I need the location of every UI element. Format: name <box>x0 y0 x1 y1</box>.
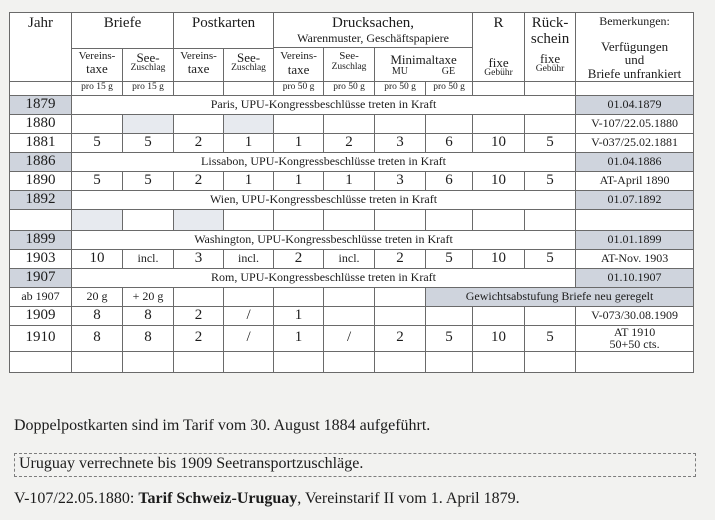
empty-cell <box>576 351 694 372</box>
empty-cell <box>10 351 72 372</box>
value-cell: incl. <box>324 249 375 268</box>
value-cell: 10 <box>473 325 525 351</box>
footer-line-2-box <box>14 453 696 477</box>
footer-line-3-prefix: V-107/22.05.1880: <box>14 490 139 507</box>
label: See- <box>339 50 359 62</box>
value-cell: 2 <box>375 325 426 351</box>
druck-vereinstaxe <box>274 48 324 82</box>
value-cell: 5 <box>525 325 576 351</box>
label: Vereins- <box>280 50 317 62</box>
empty-cell <box>174 351 224 372</box>
value-cell: 1 <box>274 133 324 152</box>
value-cell <box>274 287 324 306</box>
value-cell <box>525 114 576 133</box>
header-rueck-2: schein <box>530 30 570 47</box>
empty-cell <box>224 209 274 230</box>
value-cell <box>426 114 473 133</box>
table-row <box>10 190 694 209</box>
value-cell <box>174 114 224 133</box>
label: Vereins- <box>180 49 217 62</box>
empty-cell <box>174 209 224 230</box>
value-cell: 3 <box>375 133 426 152</box>
value-cell <box>473 114 525 133</box>
value-cell: 2 <box>174 171 224 190</box>
note-cell: 01.01.1899 <box>576 230 694 249</box>
value-cell <box>426 306 473 325</box>
pro-spacer <box>576 81 694 95</box>
pro-label: pro 15 g <box>123 81 174 95</box>
briefe-see <box>123 48 174 81</box>
footer-line-1: Doppelpostkarten sind im Tarif vom 30. August 1884 aufgeführt. <box>14 417 431 434</box>
label: See- <box>236 49 261 65</box>
header-r <box>473 13 525 82</box>
note-cell <box>576 306 694 325</box>
value-cell: 5 <box>426 325 473 351</box>
value-cell: 2 <box>375 249 426 268</box>
table-row <box>10 152 694 171</box>
header-row-1 <box>10 13 694 48</box>
value-cell: 1 <box>324 171 375 190</box>
table-row <box>10 325 694 351</box>
value-cell: 1 <box>224 171 274 190</box>
pro-label: pro 50 g <box>426 81 473 95</box>
note-line: V-037/25.02.1881 <box>591 135 678 150</box>
note-line: AT-Nov. 1903 <box>600 251 669 266</box>
note-line: 50+50 cts. <box>609 337 660 352</box>
label: GE <box>441 65 456 77</box>
weight-text: Gewichtsabstufung Briefe neu geregelt <box>426 287 694 306</box>
pro-spacer <box>473 81 525 95</box>
note-cell <box>576 171 694 190</box>
value-cell: 10 <box>473 171 525 190</box>
pro-label: pro 50 g <box>324 81 375 95</box>
table-row <box>10 351 694 372</box>
table-row <box>10 133 694 152</box>
year-cell: 1903 <box>10 249 72 268</box>
value-cell: 8 <box>123 306 174 325</box>
value-cell <box>473 306 525 325</box>
value-cell <box>324 306 375 325</box>
label: Minimaltaxe <box>390 52 457 67</box>
label: Zuschlag <box>231 63 266 74</box>
pro-spacer <box>10 81 72 95</box>
event-text: Lissabon, UPU-Kongressbeschlüsse treten in Kraft <box>72 152 576 171</box>
value-cell: 2 <box>174 325 224 351</box>
table-row <box>10 209 694 230</box>
header-rueck-fixe: fixe <box>539 50 561 66</box>
empty-cell <box>123 351 174 372</box>
footer-line-3 <box>14 490 520 508</box>
note-cell: 01.10.1907 <box>576 268 694 287</box>
footer-line-3-bold: Tarif Schweiz-Uruguay <box>138 490 298 507</box>
empty-cell <box>375 351 426 372</box>
value-cell: 5 <box>72 133 123 152</box>
tariff-table <box>9 12 694 373</box>
note-cell: 01.04.1886 <box>576 152 694 171</box>
empty-cell <box>473 209 525 230</box>
pro-spacer <box>224 81 274 95</box>
empty-cell <box>426 209 473 230</box>
footer-line-2: Uruguay verrechnete bis 1909 Seetransportzuschläge. <box>19 455 364 472</box>
empty-cell <box>525 351 576 372</box>
value-cell: 10 <box>72 249 123 268</box>
value-cell: 1 <box>224 133 274 152</box>
label: MU <box>391 65 409 77</box>
druck-minimaltaxe <box>375 48 473 82</box>
value-cell <box>224 287 274 306</box>
empty-cell <box>324 351 375 372</box>
empty-cell <box>324 209 375 230</box>
value-cell: 5 <box>525 171 576 190</box>
note-line: V-107/22.05.1880 <box>591 116 678 131</box>
value-cell: 2 <box>274 249 324 268</box>
bem-title: Bemerkungen: <box>599 14 670 28</box>
header-row-4 <box>10 81 694 95</box>
note-line: V-073/30.08.1909 <box>591 308 678 323</box>
value-cell: 2 <box>174 133 224 152</box>
value-cell <box>324 114 375 133</box>
value-cell <box>375 114 426 133</box>
druck-see <box>324 48 375 82</box>
year-cell: 1886 <box>10 152 72 171</box>
briefe-vereinstaxe <box>72 48 123 81</box>
header-rueck-1: Rück- <box>531 15 569 31</box>
value-cell: / <box>324 325 375 351</box>
year-cell: 1892 <box>10 190 72 209</box>
value-cell: incl. <box>123 249 174 268</box>
empty-cell <box>224 351 274 372</box>
empty-cell <box>72 351 123 372</box>
value-cell: / <box>224 306 274 325</box>
value-cell: incl. <box>224 249 274 268</box>
value-cell: 5 <box>525 249 576 268</box>
bem-verfuegungen: Verfügungen <box>600 38 669 54</box>
value-cell: 3 <box>375 171 426 190</box>
pro-spacer <box>174 81 224 95</box>
postkarten-see <box>224 48 274 81</box>
header-briefe: Briefe <box>72 13 174 49</box>
year-cell: 1910 <box>10 325 72 351</box>
table-row <box>10 306 694 325</box>
label: Zuschlag <box>130 63 166 74</box>
value-cell: + 20 g <box>123 287 174 306</box>
header-postkarten: Postkarten <box>174 13 274 49</box>
table-row <box>10 114 694 133</box>
table-body <box>10 95 694 372</box>
label: Vereins- <box>78 49 116 62</box>
table-row <box>10 95 694 114</box>
empty-cell <box>274 209 324 230</box>
value-cell <box>375 306 426 325</box>
header-rueckschein <box>525 13 576 82</box>
pro-label: pro 50 g <box>274 81 324 95</box>
note-cell <box>576 249 694 268</box>
empty-cell <box>72 209 123 230</box>
value-cell: 3 <box>174 249 224 268</box>
empty-cell <box>576 209 694 230</box>
header-jahr: Jahr <box>10 13 72 82</box>
label: taxe <box>187 61 210 77</box>
value-cell: 20 g <box>72 287 123 306</box>
table-row <box>10 287 694 306</box>
footer-line-3-suffix: , Vereinstarif II vom 1. April 1879. <box>297 490 520 507</box>
empty-cell <box>473 351 525 372</box>
value-cell: 8 <box>72 325 123 351</box>
pro-spacer <box>525 81 576 95</box>
value-cell: 1 <box>274 306 324 325</box>
year-cell: ab 1907 <box>10 287 72 306</box>
event-text: Wien, UPU-Kongressbeschlüsse treten in Kraft <box>72 190 576 209</box>
empty-cell <box>525 209 576 230</box>
year-cell: 1880 <box>10 114 72 133</box>
pro-label: pro 50 g <box>375 81 426 95</box>
label: Zuschlag <box>331 61 367 72</box>
note-cell <box>576 325 694 351</box>
value-cell <box>274 114 324 133</box>
year-cell: 1881 <box>10 133 72 152</box>
pro-label: pro 15 g <box>72 81 123 95</box>
event-text: Paris, UPU-Kongressbeschlüsse treten in Kraft <box>72 95 576 114</box>
postkarten-vereinstaxe <box>174 48 224 81</box>
value-cell: 2 <box>324 133 375 152</box>
value-cell: 5 <box>72 171 123 190</box>
value-cell: 1 <box>274 325 324 351</box>
drucksachen-title: Drucksachen, <box>332 14 415 31</box>
empty-cell <box>274 351 324 372</box>
header-r-label: R <box>493 15 504 31</box>
value-cell <box>324 287 375 306</box>
table-row <box>10 230 694 249</box>
year-cell: 1879 <box>10 95 72 114</box>
empty-cell <box>375 209 426 230</box>
note-line: AT-April 1890 <box>599 173 670 188</box>
year-cell: 1909 <box>10 306 72 325</box>
year-cell: 1899 <box>10 230 72 249</box>
value-cell <box>525 306 576 325</box>
year-cell: 1907 <box>10 268 72 287</box>
table-row <box>10 268 694 287</box>
empty-cell <box>10 209 72 230</box>
event-text: Washington, UPU-Kongressbeschlüsse treten in Kraft <box>72 230 576 249</box>
note-cell: 01.04.1879 <box>576 95 694 114</box>
drucksachen-subtitle: Warenmuster, Geschäftspapiere <box>297 30 449 45</box>
empty-cell <box>426 351 473 372</box>
header-bemerkungen <box>576 13 694 82</box>
value-cell: 10 <box>473 249 525 268</box>
label: See- <box>136 49 160 65</box>
note-cell <box>576 114 694 133</box>
year-cell: 1890 <box>10 171 72 190</box>
value-cell: 6 <box>426 133 473 152</box>
value-cell: 5 <box>123 133 174 152</box>
value-cell <box>123 114 174 133</box>
value-cell <box>224 114 274 133</box>
value-cell: 8 <box>123 325 174 351</box>
table-row <box>10 249 694 268</box>
bem-unfrankiert: Briefe unfrankiert <box>587 65 682 81</box>
label: taxe <box>86 61 108 77</box>
value-cell: 10 <box>473 133 525 152</box>
value-cell: / <box>224 325 274 351</box>
note-cell <box>576 133 694 152</box>
header-r-gebuehr: Gebühr <box>484 68 513 79</box>
header-rueck-gebuehr: Gebühr <box>535 64 565 75</box>
value-cell: 6 <box>426 171 473 190</box>
value-cell: 5 <box>525 133 576 152</box>
label: taxe <box>287 61 310 77</box>
header-drucksachen <box>274 13 473 48</box>
value-cell <box>174 287 224 306</box>
value-cell: 1 <box>274 171 324 190</box>
bem-und: und <box>624 52 645 68</box>
value-cell <box>375 287 426 306</box>
value-cell: 8 <box>72 306 123 325</box>
note-cell: 01.07.1892 <box>576 190 694 209</box>
header-r-fixe: fixe <box>488 54 509 70</box>
empty-cell <box>123 209 174 230</box>
value-cell: 5 <box>426 249 473 268</box>
event-text: Rom, UPU-Kongressbeschlüsse treten in Kraft <box>72 268 576 287</box>
value-cell: 5 <box>123 171 174 190</box>
note-line: AT 1910 <box>613 325 656 339</box>
value-cell: 2 <box>174 306 224 325</box>
table-row <box>10 171 694 190</box>
value-cell <box>72 114 123 133</box>
